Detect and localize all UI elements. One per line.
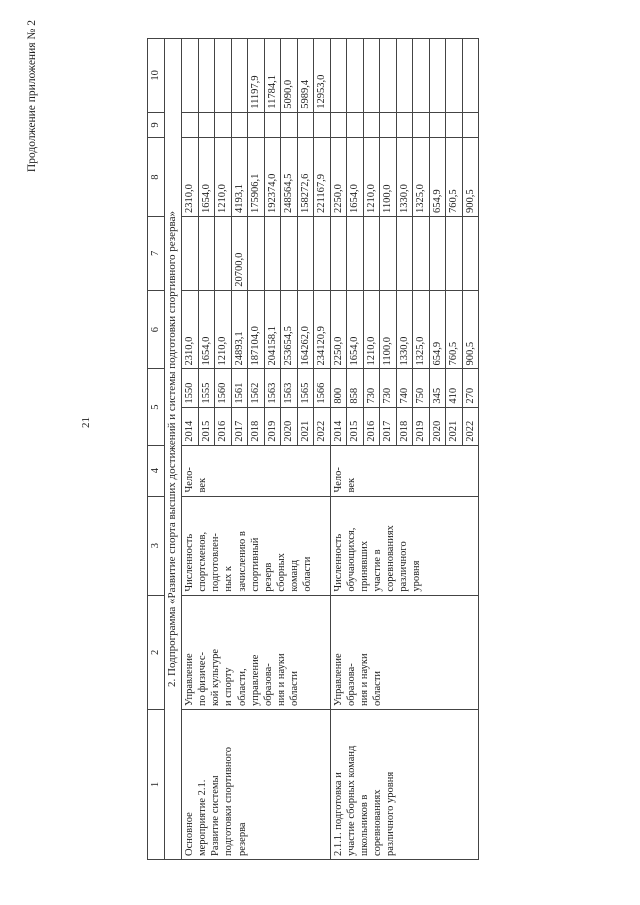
funding-col9: [248, 112, 265, 137]
funding-total: 1210,0: [363, 290, 380, 369]
activity-name: Основное мероприятие 2.1. Развитие системы подготовки спортивного резерва: [182, 710, 331, 860]
funding-total: 2250,0: [330, 290, 347, 369]
year-cell: 2018: [396, 407, 413, 445]
funding-col10: 11197,9: [248, 39, 265, 113]
funding-col7: [314, 216, 331, 290]
col-header: 6: [148, 290, 165, 369]
funding-col10: [380, 39, 397, 113]
funding-col7: [248, 216, 265, 290]
year-cell: 2021: [297, 407, 314, 445]
indicator-value: 410: [446, 369, 463, 407]
funding-col9: [215, 112, 232, 137]
funding-col8: 760,5: [446, 138, 463, 217]
funding-col9: [231, 112, 248, 137]
responsible-executor: Управление образова- ния и науки области: [330, 595, 479, 709]
year-cell: 2015: [198, 407, 215, 445]
funding-total: 187104,0: [248, 290, 265, 369]
indicator-value: 1562: [248, 369, 265, 407]
funding-col7: [462, 216, 479, 290]
year-cell: 2016: [215, 407, 232, 445]
indicator-value: 1560: [215, 369, 232, 407]
indicator-value: 730: [380, 369, 397, 407]
funding-total: 234120,9: [314, 290, 331, 369]
funding-total: 760,5: [446, 290, 463, 369]
funding-col8: 1210,0: [363, 138, 380, 217]
funding-col10: 5989,4: [297, 39, 314, 113]
funding-total: 1654,0: [347, 290, 364, 369]
funding-col9: [347, 112, 364, 137]
indicator-name: Численность спортсменов, подготовлен- ных к зачислению в спортивный резерв сборных команд области: [182, 496, 331, 595]
funding-total: 654,9: [429, 290, 446, 369]
col-header: 7: [148, 216, 165, 290]
funding-col10: [462, 39, 479, 113]
col-header: 2: [148, 595, 165, 709]
indicator-value: 345: [429, 369, 446, 407]
col-header: 9: [148, 112, 165, 137]
funding-col7: [281, 216, 298, 290]
funding-col8: 1654,0: [198, 138, 215, 217]
indicator-value: 1566: [314, 369, 331, 407]
funding-col10: [429, 39, 446, 113]
funding-col10: [413, 39, 430, 113]
funding-col7: [363, 216, 380, 290]
funding-col7: [215, 216, 232, 290]
col-header: 8: [148, 138, 165, 217]
year-cell: 2016: [363, 407, 380, 445]
funding-col9: [314, 112, 331, 137]
funding-total: 253654,5: [281, 290, 298, 369]
funding-col8: 4193,1: [231, 138, 248, 217]
funding-col8: 1325,0: [413, 138, 430, 217]
indicator-name: Численность обучающихся, принявших участие в соревнованиях различного уровня: [330, 496, 479, 595]
funding-col8: 1100,0: [380, 138, 397, 217]
activity-name: 2.1.1. подготовка и участие сборных команд школьников в соревнованиях различного уровня: [330, 710, 479, 860]
funding-col9: [297, 112, 314, 137]
page-number: 21: [80, 417, 92, 428]
funding-col7: [330, 216, 347, 290]
funding-col7: [182, 216, 199, 290]
funding-col8: 158272,6: [297, 138, 314, 217]
funding-col10: [347, 39, 364, 113]
funding-col10: 12953,0: [314, 39, 331, 113]
funding-col9: [281, 112, 298, 137]
funding-col9: [264, 112, 281, 137]
indicator-value: 1565: [297, 369, 314, 407]
col-header: 5: [148, 369, 165, 445]
funding-col9: [413, 112, 430, 137]
funding-col10: 5090,0: [281, 39, 298, 113]
funding-total: 24893,1: [231, 290, 248, 369]
funding-col9: [429, 112, 446, 137]
unit-of-measure: Чело- век: [330, 445, 479, 496]
funding-col7: [264, 216, 281, 290]
funding-col9: [396, 112, 413, 137]
funding-total: 900,5: [462, 290, 479, 369]
funding-col10: [198, 39, 215, 113]
funding-col10: [231, 39, 248, 113]
funding-col8: 248564,5: [281, 138, 298, 217]
funding-col7: 20700,0: [231, 216, 248, 290]
year-cell: 2022: [314, 407, 331, 445]
funding-total: 1210,0: [215, 290, 232, 369]
indicator-value: 1563: [281, 369, 298, 407]
indicator-value: 858: [347, 369, 364, 407]
funding-col7: [413, 216, 430, 290]
funding-total: 1330,0: [396, 290, 413, 369]
year-cell: 2019: [413, 407, 430, 445]
indicator-value: 730: [363, 369, 380, 407]
funding-col7: [429, 216, 446, 290]
funding-col8: 900,5: [462, 138, 479, 217]
caption: Продолжение приложения № 2: [26, 20, 38, 173]
year-cell: 2021: [446, 407, 463, 445]
indicator-value: 740: [396, 369, 413, 407]
subprogram-row: [165, 39, 182, 860]
year-cell: 2015: [347, 407, 364, 445]
funding-col7: [396, 216, 413, 290]
year-cell: 2022: [462, 407, 479, 445]
column-number-row: [148, 39, 165, 860]
col-header: 1: [148, 710, 165, 860]
funding-col7: [446, 216, 463, 290]
table-row: [330, 39, 347, 860]
funding-col8: 175906,1: [248, 138, 265, 217]
funding-col10: [363, 39, 380, 113]
funding-total: 1654,0: [198, 290, 215, 369]
funding-col8: 2310,0: [182, 138, 199, 217]
funding-total: 164262,0: [297, 290, 314, 369]
year-cell: 2018: [248, 407, 265, 445]
funding-col10: [215, 39, 232, 113]
funding-col8: 221167,9: [314, 138, 331, 217]
year-cell: 2020: [281, 407, 298, 445]
unit-of-measure: Чело- век: [182, 445, 331, 496]
funding-col9: [330, 112, 347, 137]
indicator-value: 270: [462, 369, 479, 407]
funding-col8: 192374,0: [264, 138, 281, 217]
funding-total: 2310,0: [182, 290, 199, 369]
table-row: [182, 39, 199, 860]
col-header: 3: [148, 496, 165, 595]
funding-col9: [462, 112, 479, 137]
funding-col7: [297, 216, 314, 290]
funding-col8: 1654,0: [347, 138, 364, 217]
indicator-value: 1555: [198, 369, 215, 407]
indicator-value: 800: [330, 369, 347, 407]
year-cell: 2019: [264, 407, 281, 445]
funding-col10: [396, 39, 413, 113]
funding-col9: [182, 112, 199, 137]
funding-col9: [198, 112, 215, 137]
funding-col10: [446, 39, 463, 113]
year-cell: 2014: [182, 407, 199, 445]
col-header: 4: [148, 445, 165, 496]
col-header: 10: [148, 39, 165, 113]
funding-col8: 654,9: [429, 138, 446, 217]
funding-col10: [182, 39, 199, 113]
appendix-table: [147, 38, 479, 860]
indicator-value: 1550: [182, 369, 199, 407]
funding-col9: [446, 112, 463, 137]
indicator-value: 750: [413, 369, 430, 407]
responsible-executor: Управление по физичес- кой культуре и спорту области, управление образова- ния и науки области: [182, 595, 331, 709]
year-cell: 2017: [380, 407, 397, 445]
funding-total: 1325,0: [413, 290, 430, 369]
funding-col7: [198, 216, 215, 290]
funding-col9: [363, 112, 380, 137]
funding-col9: [380, 112, 397, 137]
funding-total: 1100,0: [380, 290, 397, 369]
funding-col8: 2250,0: [330, 138, 347, 217]
funding-col7: [380, 216, 397, 290]
year-cell: 2017: [231, 407, 248, 445]
funding-col7: [347, 216, 364, 290]
funding-col10: 11784,1: [264, 39, 281, 113]
funding-total: 204158,1: [264, 290, 281, 369]
funding-col8: 1330,0: [396, 138, 413, 217]
subprogram-title: 2. Подпрограмма «Развитие спорта высших достижений и системы подготовки спортивного резерва»: [165, 39, 182, 860]
funding-col10: [330, 39, 347, 113]
year-cell: 2020: [429, 407, 446, 445]
indicator-value: 1563: [264, 369, 281, 407]
indicator-value: 1561: [231, 369, 248, 407]
funding-col8: 1210,0: [215, 138, 232, 217]
year-cell: 2014: [330, 407, 347, 445]
